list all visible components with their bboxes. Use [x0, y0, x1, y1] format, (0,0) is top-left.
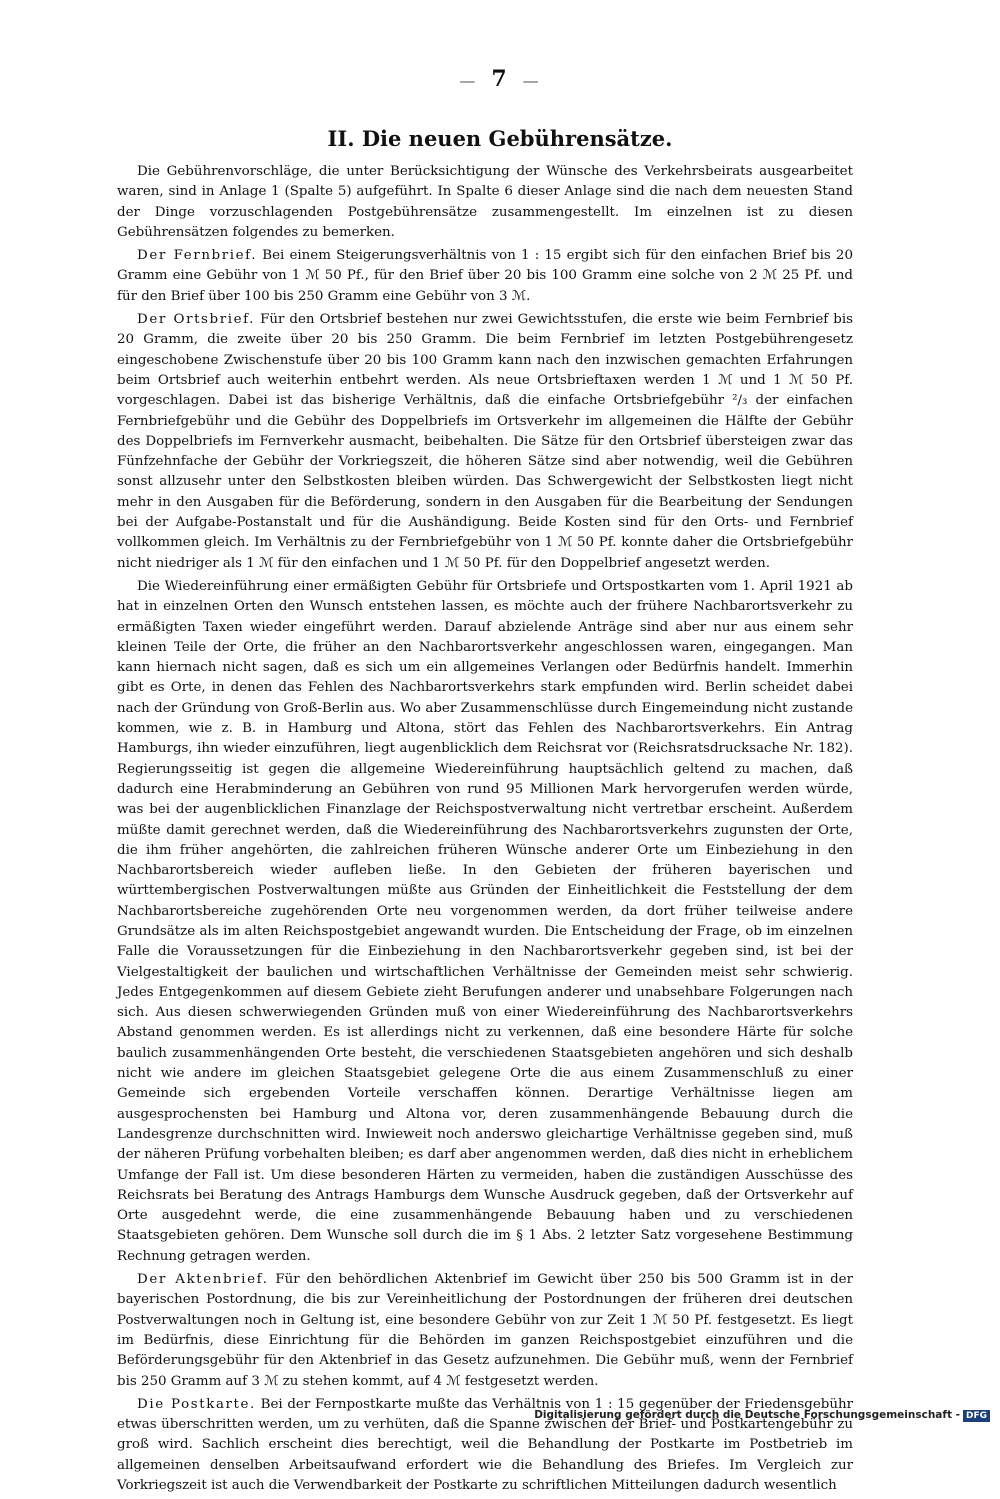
section-title: II. Die neuen Gebührensätze. — [327, 126, 673, 151]
paragraph-text: Die Wiedereinführung einer ermäßigten Gebühr für Ortsbriefe und Ortspostkarten vom 1. April 1921 ab hat in einzelnen Orten den Wunsch entstehen lassen, es möchte auch der frühere Nachbarortsverkehr zu ermäßigten Taxen wieder eingeführt werden. Darauf abzielende Anträge sind aber nur aus einem sehr kleinen Teile der Orte, die früher an den Nachbarortsverkehr angeschlossen waren, eingegangen. Man kann hiernach nicht sagen, daß es sich um ein allgemeines Verlangen oder Bedürfnis handelt. Immerhin gibt es Orte, in denen das Fehlen des Nachbarortsverkehrs stark empfunden wird. Berlin scheidet dabei nach der Gründung von Groß-Berlin aus. Wo aber Zusammenschlüsse durch Eingemeindung nicht zustande kommen, wie z. B. in Hamburg und Altona, stört das Fehlen des Nachbarortsverkehrs. Ein Antrag Hamburgs, ihn wieder einzuführen, liegt augenblicklich dem Reichsrat vor (Reichsratsdrucksache Nr. 182). Regierungsseitig ist gegen die allgemeine Wiedereinführung hauptsächlich geltend zu machen, daß dadurch eine Herabminderung an Gebühren von rund 95 Millionen Mark hervorgerufen werden würde, was bei der augenblicklichen Finanzlage der Reichspostverwaltung nicht vertretbar erscheint. Außerdem müßte damit gerechnet werden, daß die Wiedereinführung des Nachbarortsverkehrs zugunsten der Orte, die ihm früher angehörten, die zahlreichen früheren Wünsche anderer Orte um Einbeziehung in den Nachbarortsbereich wieder aufleben ließe. In den Gebieten der früheren bayerischen und württembergischen Postverwaltungen müßte aus Gründen der Einheitlichkeit die Feststellung der dem Nachbarortsbereiche zugehörenden Orte neu vorgenommen werden, da dort früher teilweise andere Grundsätze als im alten Reichspostgebiet angewandt wurden. Die Entscheidung der Frage, ob im einzelnen Falle die Voraussetzungen für die Einbeziehung in den Nachbarortsverkehr gegeben sind, ist bei der Vielgestaltigkeit der baulichen und wirtschaftlichen Verhältnisse der Gemeinden meist sehr schwierig. Jedes Entgegenkommen auf diesem Gebiete zieht Berufungen anderer und unabsehbare Folgerungen nach sich. Aus diesen schwerwiegenden Gründen muß von einer Wiedereinführung des Nachbarortsverkehrs Abstand genommen werden. Es ist allerdings nicht zu verkennen, daß eine besondere Härte für solche baulich zusammenhängenden Orte besteht, die verschiedenen Staatsgebieten angehören und sich deshalb nicht wie andere im gleichen Staatsgebiet gelegene Orte die aus einem Zusammenschluß zu einer Gemeinde sich ergebenden Vorteile verschaffen können. Derartige Verhältnisse liegen am ausgesprochensten bei Hamburg und Altona vor, deren zusammenhängende Bebauung durch die Landesgrenze durchschnitten wird. Inwieweit noch anderswo gleichartige Verhältnisse gegeben sind, muß der näheren Prüfung vorbehalten bleiben; es darf aber angenommen werden, daß dies nicht in erheblichem Umfange der Fall ist. Um diese besonderen Härten zu vermeiden, haben die zuständigen Ausschüsse des Reichsrats bei Beratung des Antrags Hamburgs dem Wunsche Ausdruck gegeben, daß der Ortsverkehr auf Orte ausgedehnt werde, die eine zusammenhängende Bebauung haben und zu verschiedenen Staatsgebieten gehören. Dem Wunsche soll durch die im § 1 Abs. 2 letzter Satz vorgesehene Bestimmung Rechnung getragen werden. — [117, 578, 853, 1264]
paragraph-intro — [117, 162, 853, 243]
paragraph-lead: Der Fernbrief. — [137, 248, 258, 264]
paragraph-aktenbrief — [117, 1270, 853, 1392]
paragraph-fernbrief — [117, 246, 853, 307]
paragraph-nachbarortsverkehr — [117, 577, 853, 1267]
paragraph-ortsbrief — [117, 310, 853, 574]
page-number-dash-left: — — [459, 70, 478, 90]
footer-text: Digitalisierung gefördert durch die Deutsche Forschungsgemeinschaft - — [534, 1409, 960, 1421]
paragraph-text: Bei der Fernpostkarte mußte das Verhältnis von 1 : 15 gegenüber der Friedensgebühr etwas überschritten werden, um zu verhüten, daß die Spanne zwischen der Brief- und Postkartengebühr zu groß wird. Sachlich erscheint dies berechtigt, weil die Behandlung der Postkarte im Postbetrieb im allgemeinen denselben Arbeitsaufwand erfordert wie die Behandlung des Briefes. Im Vergleich zur Vorkriegszeit ist auch die Verwendbarkeit der Postkarte zu schriftlichen Mitteilungen dadurch wesentlich — [117, 1396, 853, 1493]
page-number-value: 7 — [491, 66, 509, 92]
dfg-logo: DFG — [963, 1410, 990, 1422]
paragraph-lead: Der Aktenbrief. — [137, 1272, 269, 1288]
paragraph-lead: Die Postkarte. — [137, 1396, 256, 1412]
paragraph-text: Für den Ortsbrief bestehen nur zwei Gewichtsstufen, die erste wie beim Fernbrief bis 20 Gramm, die zweite über 20 bis 250 Gramm. Die beim Fernbrief im letzten Postgebührengesetz eingeschobene Zwischenstufe über 20 bis 100 Gramm kann nach den inzwischen gemachten Erfahrungen beim Ortsbrief auch weiterhin entbehrt werden. Als neue Ortsbrieftaxen werden 1 ℳ und 1 ℳ 50 Pf. vorgeschlagen. Dabei ist das bisherige Verhältnis, daß die einfache Ortsbriefgebühr ²/₃ der einfachen Fernbriefgebühr und die Gebühr des Doppelbriefs im Ortsverkehr im allgemeinen die Hälfte der Gebühr des Doppelbriefs im Fernverkehr ausmacht, beibehalten. Die Sätze für den Ortsbrief übersteigen zwar das Fünfzehnfache der Gebühr der Vorkriegszeit, die höheren Sätze sind aber notwendig, weil die Gebühren sonst allzusehr unter den Selbstkosten bleiben würden. Das Schwergewicht der Selbstkosten liegt nicht mehr in den Ausgaben für die Beförderung, sondern in den Ausgaben für die Bearbeitung der Sendungen bei der Aufgabe-Postanstalt und für die Aushändigung. Beide Kosten sind für den Orts- und Fernbrief vollkommen gleich. Im Verhältnis zu der Fernbriefgebühr von 1 ℳ 50 Pf. konnte daher die Ortsbriefgebühr nicht niedriger als 1 ℳ für den einfachen und 1 ℳ 50 Pf. für den Doppelbrief angesetzt werden. — [117, 312, 854, 571]
body-text — [117, 162, 853, 1499]
paragraph-lead: Der Ortsbrief. — [137, 312, 256, 328]
page-number — [0, 66, 1000, 92]
paragraph-text: Die Gebührenvorschläge, die unter Berücksichtigung der Wünsche des Verkehrsbeirats ausgearbeitet waren, sind in Anlage 1 (Spalte 5) aufgeführt. In Spalte 6 dieser Anlage sind die nach dem neuesten Stand der Dinge vorzuschlagenden Postgebührensätze zusammengestellt. Im einzelnen ist zu diesen Gebührensätzen folgendes zu bemerken. — [117, 164, 853, 240]
paragraph-text: Bei einem Steigerungsverhältnis von 1 : 15 ergibt sich für den einfachen Brief bis 20 Gramm eine Gebühr von 1 ℳ 50 Pf., für den Brief über 20 bis 100 Gramm eine solche von 2 ℳ 25 Pf. und für den Brief über 100 bis 250 Gramm eine Gebühr von 3 ℳ. — [117, 248, 853, 304]
page-number-dash-right: — — [522, 70, 541, 90]
digitization-footer — [534, 1409, 990, 1422]
paragraph-text: Für den behördlichen Aktenbrief im Gewicht über 250 bis 500 Gramm ist in der bayerischen Postordnung, die bis zur Vereinheitlichung der Postordnungen der früheren drei deutschen Postverwaltungen noch in Geltung ist, eine besondere Gebühr von zur Zeit 1 ℳ 50 Pf. festgesetzt. Es liegt im Bedürfnis, diese Einrichtung für die Behörden im ganzen Reichspostgebiet einzuführen und die Beförderungsgebühr für den Aktenbrief in das Gesetz aufzunehmen. Die Gebühr muß, wenn der Fernbrief bis 250 Gramm auf 3 ℳ zu stehen kommt, auf 4 ℳ festgesetzt werden. — [117, 1272, 853, 1389]
